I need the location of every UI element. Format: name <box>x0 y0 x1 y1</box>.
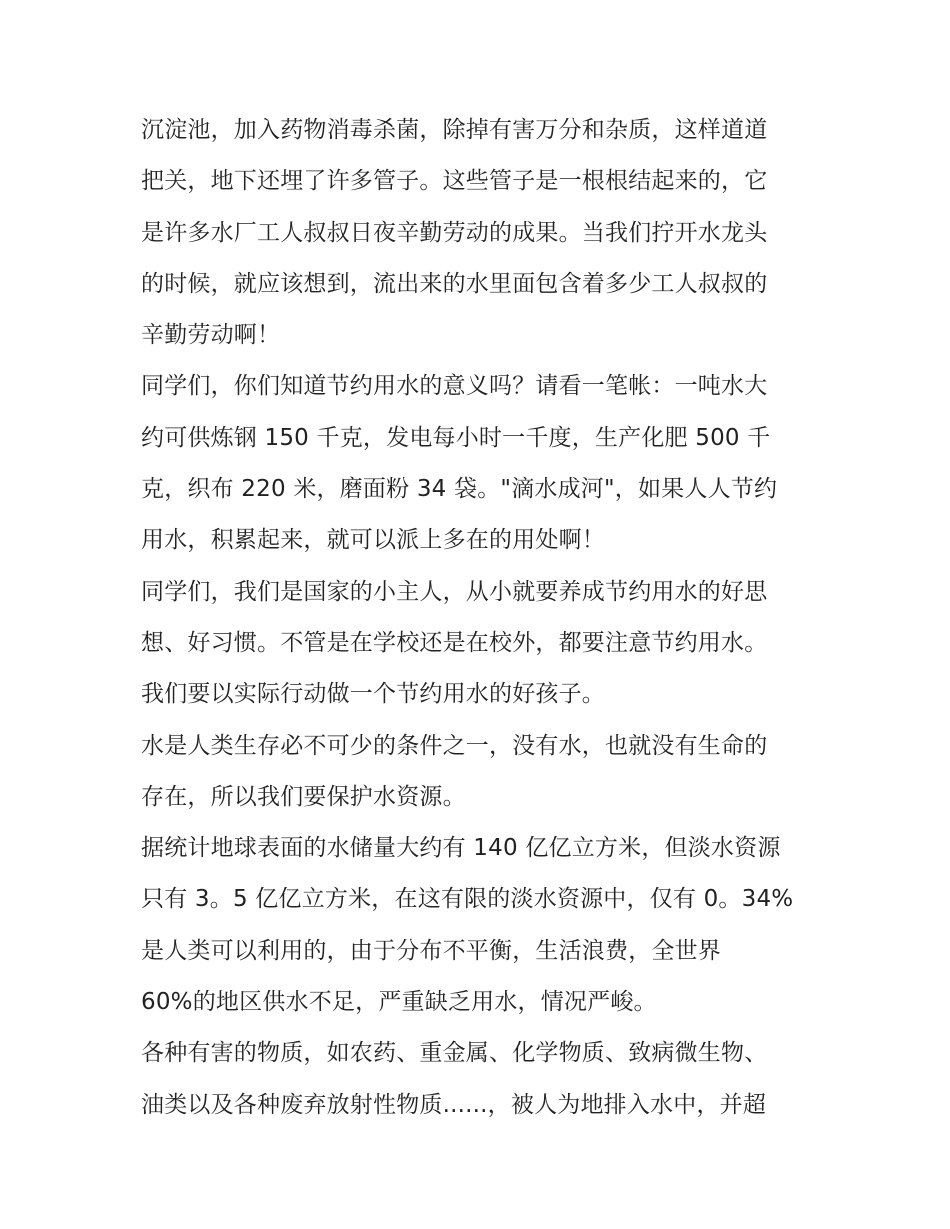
text-line: 存在，所以我们要保护水资源。 <box>141 783 466 810</box>
text-line: 60%的地区供水不足，严重缺乏用水，情况严峻。 <box>141 989 657 1016</box>
text-line: 约可供炼钢 150 千克，发电每小时一千度，生产化肥 500 千 <box>141 424 771 451</box>
text-line: 把关，地下还埋了许多管子。这些管子是一根根结起来的，它 <box>141 168 768 195</box>
text-line: 同学们，你们知道节约用水的意义吗？请看一笔帐：一吨水大 <box>141 373 768 400</box>
text-line: 我们要以实际行动做一个节约用水的好孩子。 <box>141 681 605 708</box>
text-line: 用水，积累起来，就可以派上多在的用处啊！ <box>141 527 605 554</box>
text-line: 想、好习惯。不管是在学校还是在校外，都要注意节约用水。 <box>141 629 768 656</box>
text-line: 据统计地球表面的水储量大约有 140 亿亿立方米，但淡水资源 <box>141 835 781 862</box>
text-line: 只有 3。5 亿亿立方米，在这有限的淡水资源中，仅有 0。34% <box>141 886 794 913</box>
text-line: 沉淀池，加入药物消毒杀菌，除掉有害万分和杂质，这样道道 <box>141 117 768 143</box>
text-line: 同学们，我们是国家的小主人，从小就要养成节约用水的好思 <box>141 578 768 605</box>
document-body <box>141 105 821 1131</box>
text-line: 水是人类生存必不可少的条件之一，没有水，也就没有生命的 <box>141 732 768 759</box>
text-line: 辛勤劳动啊！ <box>141 322 281 349</box>
text-line: 是人类可以利用的，由于分布不平衡，生活浪费，全世界 <box>141 937 721 964</box>
text-line: 的时候，就应该想到，流出来的水里面包含着多少工人叔叔的 <box>141 270 768 297</box>
text-line: 是许多水厂工人叔叔日夜辛勤劳动的成果。当我们拧开水龙头 <box>141 219 768 246</box>
text-line: 油类以及各种废弃放射性物质......，被人为地排入水中，并超 <box>141 1091 767 1118</box>
text-line: 各种有害的物质，如农药、重金属、化学物质、致病微生物、 <box>141 1040 768 1067</box>
text-line: 克，织布 220 米，磨面粉 34 袋。"滴水成河"，如果人人节约 <box>141 476 778 503</box>
